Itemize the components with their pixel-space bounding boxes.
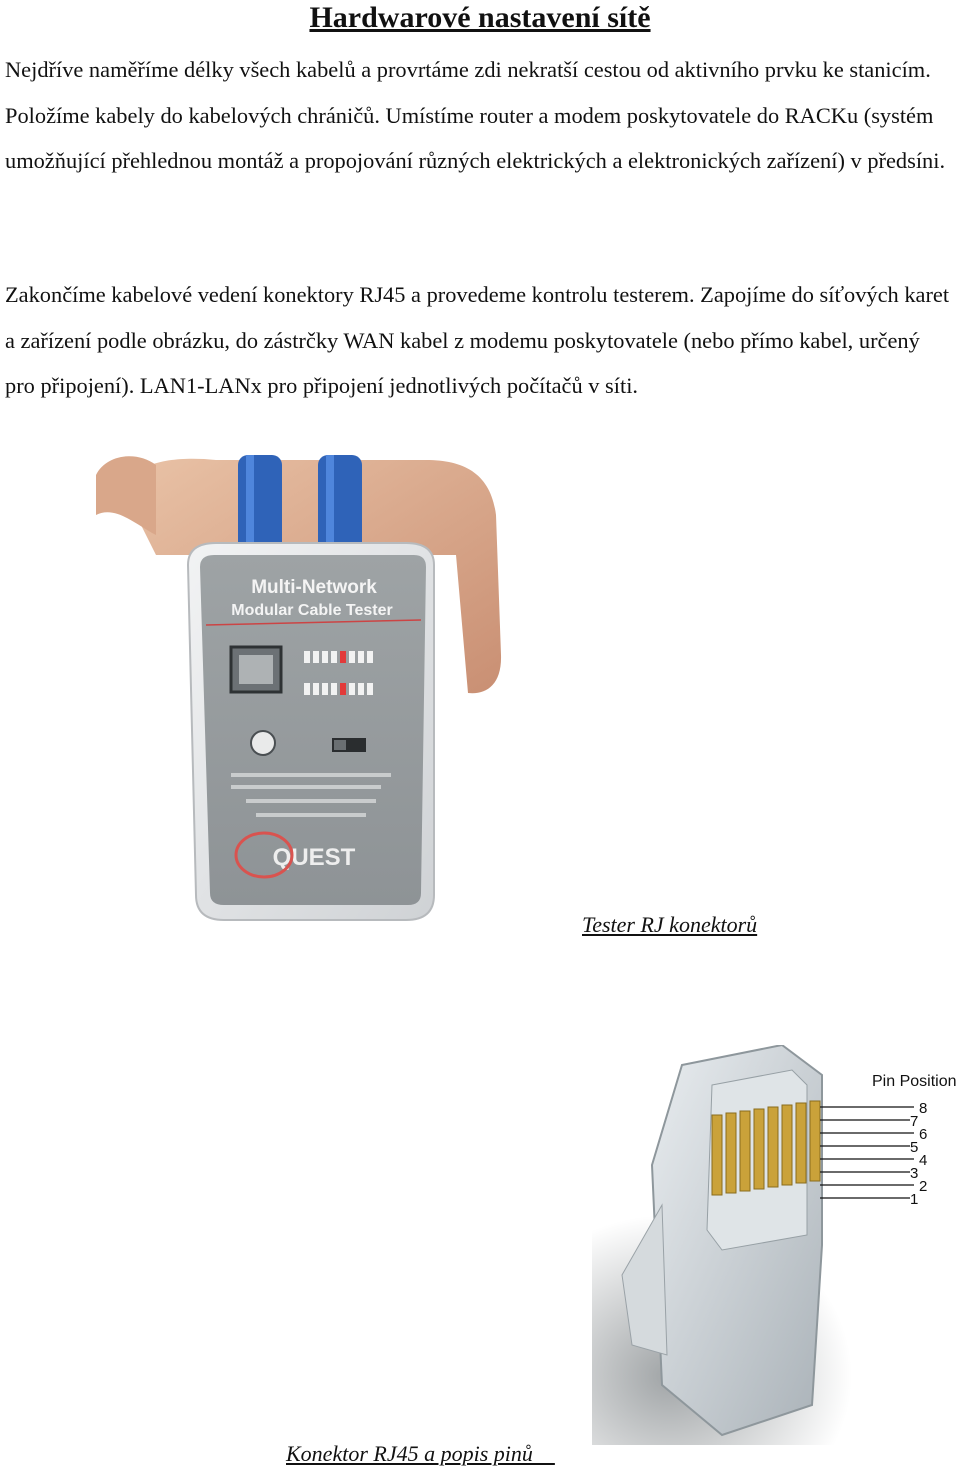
rj45-connector-image: [592, 1045, 960, 1445]
pin-number: 4: [919, 1152, 928, 1169]
tester-brand: QUEST: [272, 844, 356, 871]
paragraph-termination: Zakončíme kabelové vedení konektory RJ45 a provedeme kontrolu testerem. Zapojíme do síťových karet a zařízení podle obrázku, do zástrčky WAN kabel z modemu poskytovatele (nebo přímo kabel, určený pro připojení). LAN1-LANx pro připojení jednotlivých počítačů v síti.: [5, 282, 950, 398]
tester-label-line1: Multi-Network: [251, 577, 377, 598]
tester-label-line2: Modular Cable Tester: [231, 602, 393, 619]
page-title: Hardwarové nastavení sítě: [309, 1, 651, 34]
caption-rj45: Konektor RJ45 a popis pinů: [286, 1441, 555, 1466]
rj45-connector-drawing: [592, 1045, 960, 1445]
pin-number: 7: [910, 1113, 919, 1130]
pin-number: 2: [919, 1178, 928, 1195]
pin-number: 6: [919, 1126, 928, 1143]
paragraph-cabling: Nejdříve naměříme délky všech kabelů a provrtáme zdi nekratší cestou od aktivního prvku ke stanicím. Položíme kabely do kabelových chráničů. Umístíme router a modem poskytovatele do RACKu (systém umožňující přehlednou montáž a propojování různých elektrických a elektronických zařízení) v předsíni.: [5, 57, 946, 173]
pin-number: 1: [910, 1191, 919, 1208]
pin-number: 3: [910, 1165, 919, 1182]
tester-round-button: [251, 731, 275, 755]
cable-tester-drawing: [96, 455, 510, 925]
caption-tester: Tester RJ konektorů: [582, 912, 758, 937]
pin-position-label: Pin Position: [872, 1073, 957, 1090]
cable-tester-image: [96, 455, 510, 925]
pin-number: 8: [919, 1100, 928, 1117]
pin-number: 5: [910, 1139, 919, 1156]
